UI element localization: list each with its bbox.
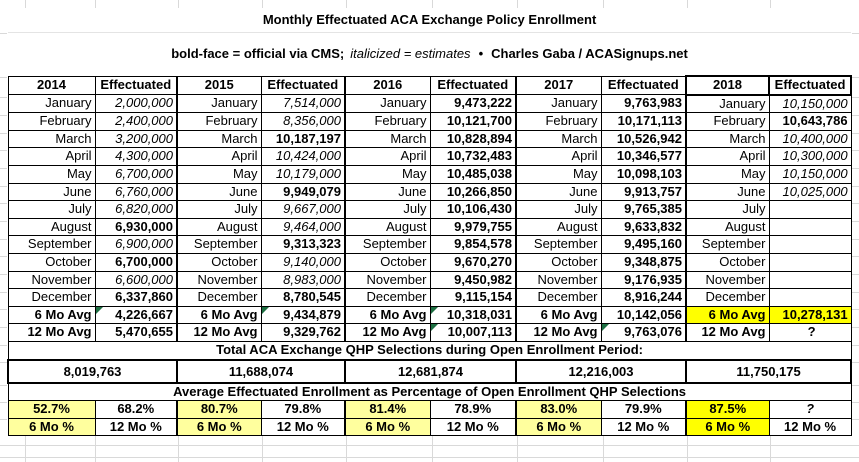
month-row-april [8, 148, 851, 166]
value-2018-july[interactable] [769, 201, 851, 219]
value-2015-august[interactable]: 9,464,000 [261, 218, 345, 236]
month-row-october [8, 253, 851, 271]
month-label-2018-january[interactable]: January [686, 95, 769, 113]
value-2016-may[interactable]: 10,485,038 [430, 165, 516, 183]
month-row-september [8, 236, 851, 254]
six-mo-avg-label-2017[interactable]: 6 Mo Avg [516, 306, 601, 324]
six-mo-pct-label-2016[interactable]: 6 Mo % [345, 418, 430, 436]
month-label-2016-february[interactable]: February [345, 113, 430, 131]
month-label-2016-april[interactable]: April [345, 148, 430, 166]
month-label-2016-november[interactable]: November [345, 271, 430, 289]
twelve-mo-avg-value-2018[interactable]: ? [769, 324, 851, 342]
six-mo-avg-value-2017[interactable]: 10,142,056 [601, 306, 686, 324]
effectuated-header-2016[interactable]: Effectuated [430, 76, 516, 95]
pct-labels-row [8, 418, 851, 436]
value-2017-july[interactable]: 9,765,385 [601, 201, 686, 219]
flag-triangle-icon [431, 324, 438, 331]
month-label-2017-may[interactable]: May [516, 165, 601, 183]
month-label-2017-november[interactable]: November [516, 271, 601, 289]
month-label-2018-october[interactable]: October [686, 253, 769, 271]
value-2015-june[interactable]: 9,949,079 [261, 183, 345, 201]
month-label-2017-june[interactable]: June [516, 183, 601, 201]
legend-bold-note: bold-face = official via CMS; [171, 46, 345, 61]
twelve-mo-pct-label-2016[interactable]: 12 Mo % [430, 418, 516, 436]
value-2017-october[interactable]: 9,348,875 [601, 253, 686, 271]
value-2017-april[interactable]: 10,346,577 [601, 148, 686, 166]
month-row-may [8, 165, 851, 183]
month-label-2014-august[interactable]: August [8, 218, 95, 236]
flag-triangle-icon [602, 324, 609, 331]
six-mo-pct-2016[interactable]: 81.4% [345, 401, 430, 419]
value-2017-january[interactable]: 9,763,983 [601, 95, 686, 113]
qhp-total-2016[interactable]: 12,681,874 [345, 360, 516, 383]
value-2018-august[interactable] [769, 218, 851, 236]
year-header-2014[interactable]: 2014 [8, 76, 95, 95]
month-label-2018-april[interactable]: April [686, 148, 769, 166]
twelve-mo-avg-label-2015[interactable]: 12 Mo Avg [177, 324, 261, 342]
month-label-2014-march[interactable]: March [8, 130, 95, 148]
value-2014-january[interactable]: 2,000,000 [95, 95, 177, 113]
column-header-row [8, 76, 851, 95]
month-label-2016-august[interactable]: August [345, 218, 430, 236]
twelve-mo-avg-label-2016[interactable]: 12 Mo Avg [345, 324, 430, 342]
value-2016-december[interactable]: 9,115,154 [430, 289, 516, 307]
six-mo-pct-2015[interactable]: 80.7% [177, 401, 261, 419]
six-mo-avg-label-2014[interactable]: 6 Mo Avg [8, 306, 95, 324]
gridline [0, 445, 859, 446]
value-2018-october[interactable] [769, 253, 851, 271]
month-label-2018-september[interactable]: September [686, 236, 769, 254]
value-2014-february[interactable]: 2,400,000 [95, 113, 177, 131]
qhp-total-label-row [8, 341, 851, 359]
year-header-2016[interactable]: 2016 [345, 76, 430, 95]
month-label-2015-june[interactable]: June [177, 183, 261, 201]
legend-row [8, 33, 851, 77]
flag-triangle-icon [96, 307, 103, 314]
six-mo-pct-2017[interactable]: 83.0% [516, 401, 601, 419]
page-title[interactable]: Monthly Effectuated ACA Exchange Policy Enrollment [8, 8, 851, 33]
six-mo-avg-label-2015[interactable]: 6 Mo Avg [177, 306, 261, 324]
year-header-2018[interactable]: 2018 [686, 76, 769, 95]
month-label-2014-may[interactable]: May [8, 165, 95, 183]
value-2017-june[interactable]: 9,913,757 [601, 183, 686, 201]
month-label-2016-december[interactable]: December [345, 289, 430, 307]
month-label-2016-january[interactable]: January [345, 95, 430, 113]
month-label-2014-april[interactable]: April [8, 148, 95, 166]
value-2016-july[interactable]: 10,106,430 [430, 201, 516, 219]
twelve-mo-pct-2016[interactable]: 78.9% [430, 401, 516, 419]
value-2015-april[interactable]: 10,424,000 [261, 148, 345, 166]
qhp-total-2018[interactable]: 11,750,175 [686, 360, 851, 383]
twelve-mo-avg-label-2018[interactable]: 12 Mo Avg [686, 324, 769, 342]
value-2016-june[interactable]: 10,266,850 [430, 183, 516, 201]
twelve-mo-pct-2018[interactable]: ? [769, 401, 851, 419]
month-label-2018-may[interactable]: May [686, 165, 769, 183]
value-2015-december[interactable]: 8,780,545 [261, 289, 345, 307]
value-2016-september[interactable]: 9,854,578 [430, 236, 516, 254]
value-2016-january[interactable]: 9,473,222 [430, 95, 516, 113]
effectuated-header-2017[interactable]: Effectuated [601, 76, 686, 95]
value-2016-october[interactable]: 9,670,270 [430, 253, 516, 271]
month-label-2017-september[interactable]: September [516, 236, 601, 254]
twelve-mo-avg-value-2014[interactable]: 5,470,655 [95, 324, 177, 342]
month-label-2017-december[interactable]: December [516, 289, 601, 307]
month-label-2018-march[interactable]: March [686, 130, 769, 148]
value-2018-december[interactable] [769, 289, 851, 307]
value-2015-july[interactable]: 9,667,000 [261, 201, 345, 219]
value-2015-september[interactable]: 9,313,323 [261, 236, 345, 254]
month-row-june [8, 183, 851, 201]
value-2014-october[interactable]: 6,700,000 [95, 253, 177, 271]
six-mo-pct-label-2014[interactable]: 6 Mo % [8, 418, 95, 436]
value-2018-march[interactable]: 10,400,000 [769, 130, 851, 148]
qhp-total-2017[interactable]: 12,216,003 [516, 360, 686, 383]
month-label-2017-january[interactable]: January [516, 95, 601, 113]
month-label-2015-july[interactable]: July [177, 201, 261, 219]
twelve-mo-pct-label-2015[interactable]: 12 Mo % [261, 418, 345, 436]
qhp-total-2014[interactable]: 8,019,763 [8, 360, 177, 383]
month-label-2017-october[interactable]: October [516, 253, 601, 271]
twelve-mo-avg-value-2017[interactable]: 9,763,076 [601, 324, 686, 342]
year-header-2017[interactable]: 2017 [516, 76, 601, 95]
twelve-mo-avg-row [8, 324, 851, 342]
month-label-2017-august[interactable]: August [516, 218, 601, 236]
six-mo-avg-value-2015[interactable]: 9,434,879 [261, 306, 345, 324]
month-label-2015-november[interactable]: November [177, 271, 261, 289]
twelve-mo-pct-label-2017[interactable]: 12 Mo % [601, 418, 686, 436]
month-label-2016-march[interactable]: March [345, 130, 430, 148]
six-mo-avg-value-2016[interactable]: 10,318,031 [430, 306, 516, 324]
effectuated-header-2014[interactable]: Effectuated [95, 76, 177, 95]
twelve-mo-pct-2014[interactable]: 68.2% [95, 401, 177, 419]
twelve-mo-pct-2017[interactable]: 79.9% [601, 401, 686, 419]
enrollment-spreadsheet [7, 8, 852, 436]
avg-pct-label-cell[interactable]: Average Effectuated Enrollment as Percentage of Open Enrollment QHP Selections [8, 383, 851, 401]
six-mo-pct-label-2015[interactable]: 6 Mo % [177, 418, 261, 436]
month-label-2014-november[interactable]: November [8, 271, 95, 289]
month-label-2014-september[interactable]: September [8, 236, 95, 254]
value-2017-may[interactable]: 10,098,103 [601, 165, 686, 183]
flag-triangle-icon [262, 307, 269, 314]
value-2015-october[interactable]: 9,140,000 [261, 253, 345, 271]
month-label-2015-december[interactable]: December [177, 289, 261, 307]
month-label-2014-february[interactable]: February [8, 113, 95, 131]
month-label-2016-october[interactable]: October [345, 253, 430, 271]
month-label-2015-january[interactable]: January [177, 95, 261, 113]
value-2014-december[interactable]: 6,337,860 [95, 289, 177, 307]
month-label-2016-september[interactable]: September [345, 236, 430, 254]
year-header-2015[interactable]: 2015 [177, 76, 261, 95]
month-label-2014-june[interactable]: June [8, 183, 95, 201]
value-2015-march[interactable]: 10,187,197 [261, 130, 345, 148]
avg-pct-label-row [8, 383, 851, 401]
value-2016-august[interactable]: 9,979,755 [430, 218, 516, 236]
value-2018-january[interactable]: 10,150,000 [769, 95, 851, 113]
bullet-icon: • [478, 46, 484, 61]
six-mo-pct-label-2017[interactable]: 6 Mo % [516, 418, 601, 436]
legend-cell[interactable] [8, 33, 851, 77]
month-label-2018-june[interactable]: June [686, 183, 769, 201]
twelve-mo-pct-label-2018[interactable]: 12 Mo % [769, 418, 851, 436]
month-row-december [8, 289, 851, 307]
six-mo-pct-2014[interactable]: 52.7% [8, 401, 95, 419]
six-mo-pct-label-2018[interactable]: 6 Mo % [686, 418, 769, 436]
value-2015-february[interactable]: 8,356,000 [261, 113, 345, 131]
month-label-2014-december[interactable]: December [8, 289, 95, 307]
month-row-november [8, 271, 851, 289]
value-2014-may[interactable]: 6,700,000 [95, 165, 177, 183]
month-label-2015-october[interactable]: October [177, 253, 261, 271]
twelve-mo-avg-label-2014[interactable]: 12 Mo Avg [8, 324, 95, 342]
value-2016-february[interactable]: 10,121,700 [430, 113, 516, 131]
value-2017-december[interactable]: 8,916,244 [601, 289, 686, 307]
value-2018-november[interactable] [769, 271, 851, 289]
value-2016-april[interactable]: 10,732,483 [430, 148, 516, 166]
month-label-2018-july[interactable]: July [686, 201, 769, 219]
month-label-2016-may[interactable]: May [345, 165, 430, 183]
month-label-2017-february[interactable]: February [516, 113, 601, 131]
month-label-2017-july[interactable]: July [516, 201, 601, 219]
value-2016-november[interactable]: 9,450,982 [430, 271, 516, 289]
title-row [8, 8, 851, 33]
value-2014-august[interactable]: 6,930,000 [95, 218, 177, 236]
six-mo-avg-row [8, 306, 851, 324]
month-label-2018-november[interactable]: November [686, 271, 769, 289]
legend-italic-note: italicized = estimates [350, 46, 471, 61]
six-mo-pct-2018[interactable]: 87.5% [686, 401, 769, 419]
flag-triangle-icon [431, 307, 438, 314]
month-label-2016-july[interactable]: July [345, 201, 430, 219]
value-2018-may[interactable]: 10,150,000 [769, 165, 851, 183]
six-mo-avg-value-2018[interactable]: 10,278,131 [769, 306, 851, 324]
value-2017-september[interactable]: 9,495,160 [601, 236, 686, 254]
month-label-2017-march[interactable]: March [516, 130, 601, 148]
qhp-totals-row [8, 360, 851, 383]
month-row-february [8, 113, 851, 131]
value-2014-march[interactable]: 3,200,000 [95, 130, 177, 148]
month-row-march [8, 130, 851, 148]
value-2018-april[interactable]: 10,300,000 [769, 148, 851, 166]
month-row-july [8, 201, 851, 219]
month-label-2018-february[interactable]: February [686, 113, 769, 131]
twelve-mo-avg-label-2017[interactable]: 12 Mo Avg [516, 324, 601, 342]
twelve-mo-pct-2015[interactable]: 79.8% [261, 401, 345, 419]
month-label-2014-july[interactable]: July [8, 201, 95, 219]
month-label-2015-september[interactable]: September [177, 236, 261, 254]
twelve-mo-avg-value-2016[interactable]: 10,007,113 [430, 324, 516, 342]
month-label-2017-april[interactable]: April [516, 148, 601, 166]
value-2015-november[interactable]: 8,983,000 [261, 271, 345, 289]
month-label-2018-august[interactable]: August [686, 218, 769, 236]
value-2018-june[interactable]: 10,025,000 [769, 183, 851, 201]
gridline [0, 457, 859, 458]
six-mo-avg-label-2016[interactable]: 6 Mo Avg [345, 306, 430, 324]
value-2014-september[interactable]: 6,900,000 [95, 236, 177, 254]
month-label-2015-august[interactable]: August [177, 218, 261, 236]
value-2015-january[interactable]: 7,514,000 [261, 95, 345, 113]
effectuated-header-2018[interactable]: Effectuated [769, 76, 851, 95]
value-2014-november[interactable]: 6,600,000 [95, 271, 177, 289]
pct-values-row [8, 401, 851, 419]
month-row-august [8, 218, 851, 236]
month-row-january [8, 95, 851, 113]
six-mo-avg-label-2018[interactable]: 6 Mo Avg [686, 306, 769, 324]
value-2014-april[interactable]: 4,300,000 [95, 148, 177, 166]
month-label-2015-may[interactable]: May [177, 165, 261, 183]
value-2018-february[interactable]: 10,643,786 [769, 113, 851, 131]
qhp-total-label-cell[interactable]: Total ACA Exchange QHP Selections during Open Enrollment Period: [8, 341, 851, 359]
twelve-mo-pct-label-2014[interactable]: 12 Mo % [95, 418, 177, 436]
twelve-mo-avg-value-2015[interactable]: 9,329,762 [261, 324, 345, 342]
value-2016-march[interactable]: 10,828,894 [430, 130, 516, 148]
six-mo-avg-value-2014[interactable]: 4,226,667 [95, 306, 177, 324]
value-2017-november[interactable]: 9,176,935 [601, 271, 686, 289]
qhp-total-2015[interactable]: 11,688,074 [177, 360, 345, 383]
value-2017-march[interactable]: 10,526,942 [601, 130, 686, 148]
value-2014-june[interactable]: 6,760,000 [95, 183, 177, 201]
legend-credit: Charles Gaba / ACASignups.net [491, 46, 688, 61]
value-2017-february[interactable]: 10,171,113 [601, 113, 686, 131]
month-label-2016-june[interactable]: June [345, 183, 430, 201]
month-label-2015-february[interactable]: February [177, 113, 261, 131]
value-2014-july[interactable]: 6,820,000 [95, 201, 177, 219]
effectuated-header-2015[interactable]: Effectuated [261, 76, 345, 95]
month-label-2015-april[interactable]: April [177, 148, 261, 166]
month-label-2014-october[interactable]: October [8, 253, 95, 271]
month-label-2018-december[interactable]: December [686, 289, 769, 307]
month-label-2015-march[interactable]: March [177, 130, 261, 148]
value-2015-may[interactable]: 10,179,000 [261, 165, 345, 183]
value-2018-september[interactable] [769, 236, 851, 254]
value-2017-august[interactable]: 9,633,832 [601, 218, 686, 236]
month-label-2014-january[interactable]: January [8, 95, 95, 113]
